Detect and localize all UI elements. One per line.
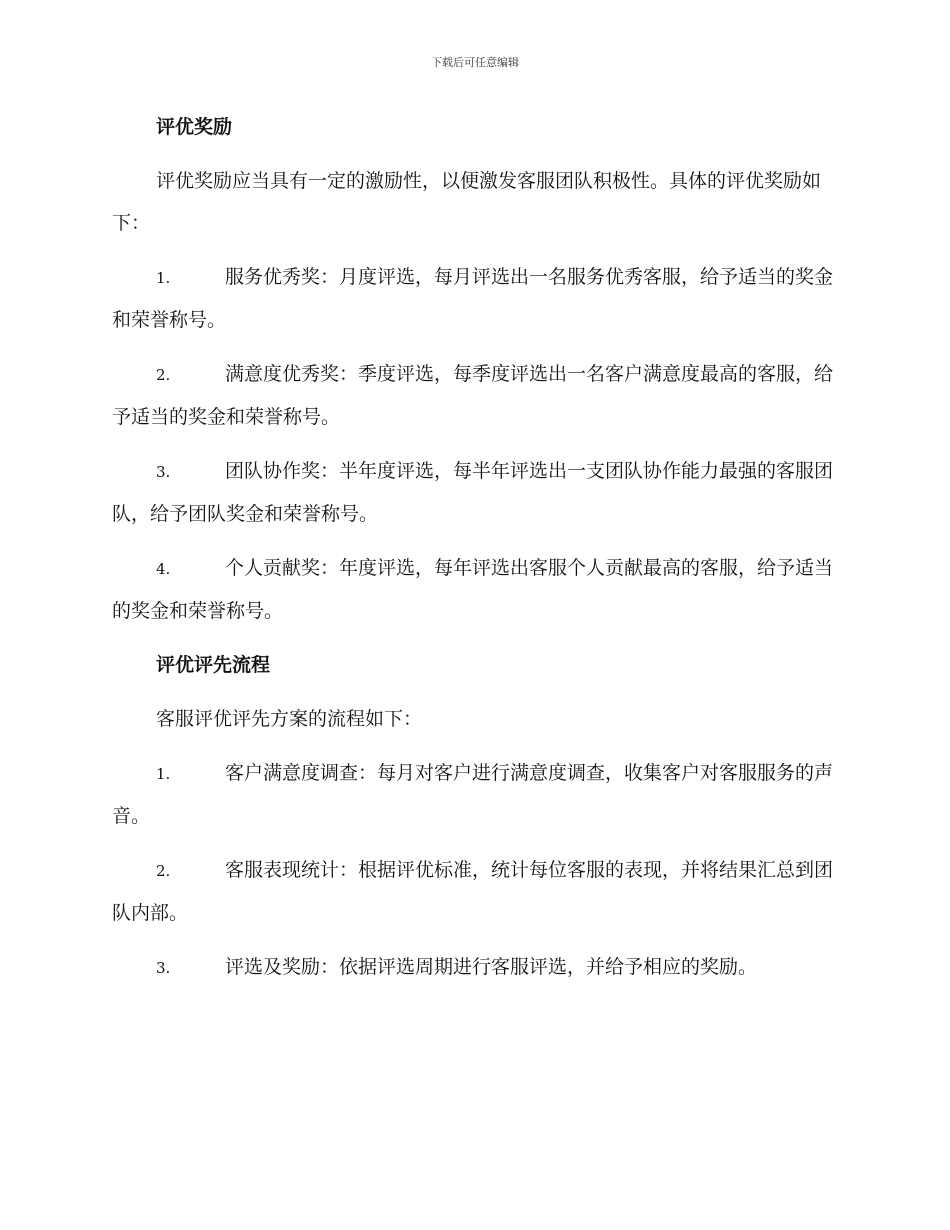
list-text: 客户满意度调查：每月对客户进行满意度调查，收集客户对客服服务的声音。 xyxy=(112,762,834,827)
list-item xyxy=(112,849,834,934)
list-number: 3. xyxy=(156,463,171,481)
list-text: 评选及奖励：依据评选周期进行客服评选，并给予相应的奖励。 xyxy=(225,956,758,978)
list-number: 3. xyxy=(156,959,171,977)
list-item xyxy=(112,547,834,632)
list-text: 服务优秀奖：月度评选，每月评选出一名服务优秀客服，给予适当的奖金和荣誉称号。 xyxy=(112,266,834,331)
list-number: 2. xyxy=(156,862,171,880)
list-text: 客服表现统计：根据评优标准，统计每位客服的表现，并将结果汇总到团队内部。 xyxy=(112,859,834,924)
list-text: 满意度优秀奖：季度评选，每季度评选出一名客户满意度最高的客服，给予适当的奖金和荣誉称号。 xyxy=(112,363,834,428)
list-item xyxy=(112,946,834,989)
section-heading: 评优奖励 xyxy=(156,116,233,138)
section-heading: 评优评先流程 xyxy=(156,654,271,676)
list-text: 个人贡献奖：年度评选，每年评选出客服个人贡献最高的客服，给予适当的奖金和荣誉称号。 xyxy=(112,557,834,622)
section-intro: 客服评优评先方案的流程如下： xyxy=(156,708,423,730)
list-number: 2. xyxy=(156,366,171,384)
document-body xyxy=(112,106,834,989)
list-item xyxy=(112,450,834,535)
list-number: 4. xyxy=(156,560,171,578)
page-header-note: 下载后可任意编辑 xyxy=(431,56,519,69)
list-text: 团队协作奖：半年度评选，每半年评选出一支团队协作能力最强的客服团队，给予团队奖金和荣誉称号。 xyxy=(112,460,834,525)
list-item xyxy=(112,256,834,341)
section-intro: 评优奖励应当具有一定的激励性，以便激发客服团队积极性。具体的评优奖励如下： xyxy=(112,170,822,234)
list-item xyxy=(112,353,834,438)
list-number: 1. xyxy=(156,765,171,783)
list-number: 1. xyxy=(156,269,171,287)
list-item xyxy=(112,752,834,837)
